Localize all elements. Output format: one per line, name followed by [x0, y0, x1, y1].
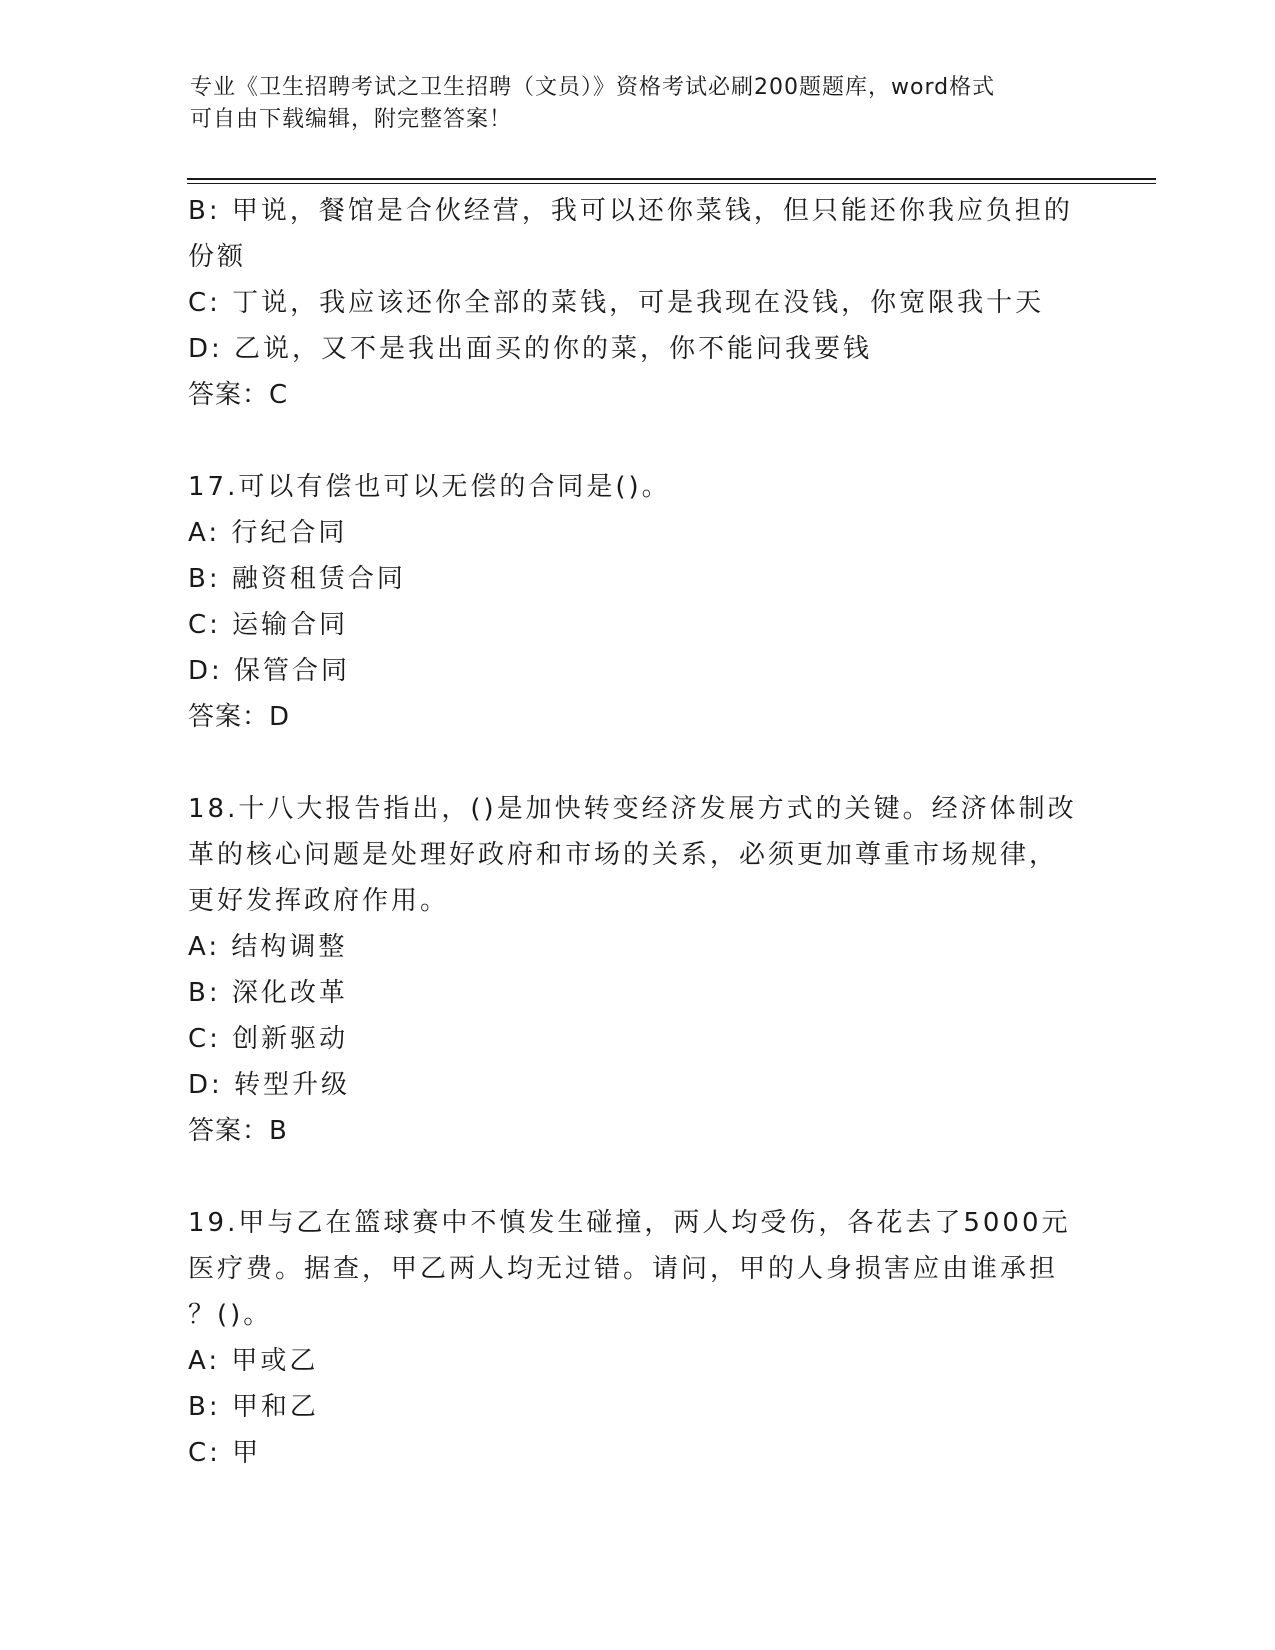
spacer	[188, 740, 1088, 786]
q18-question-line-3: 更好发挥政府作用。	[188, 886, 450, 916]
q19-option-c: C: 甲	[188, 1438, 262, 1468]
spacer	[188, 418, 1088, 464]
header-divider-thin	[187, 183, 1156, 184]
spacer	[188, 1154, 1088, 1200]
q18-answer: 答案：B	[188, 1116, 288, 1146]
question-17	[188, 464, 1088, 740]
question-content	[188, 188, 1088, 1476]
q17-question: 17.可以有偿也可以无偿的合同是()。	[188, 472, 671, 502]
q18-option-d: D: 转型升级	[188, 1070, 351, 1100]
q19-option-b: B: 甲和乙	[188, 1392, 319, 1422]
q16-option-b-line-2: 份额	[188, 242, 247, 272]
q16-option-b-line-1: B: 甲说，餐馆是合伙经营，我可以还你菜钱，但只能还你我应负担的	[188, 196, 1073, 226]
q19-question-line-3: ？()。	[188, 1300, 273, 1330]
q19-option-a: A: 甲或乙	[188, 1346, 319, 1376]
question-18	[188, 786, 1088, 1154]
q18-option-b: B: 深化改革	[188, 978, 348, 1008]
q17-answer: 答案：D	[188, 702, 291, 732]
q19-question-line-1: 19.甲与乙在篮球赛中不慎发生碰撞，两人均受伤，各花去了5000元	[188, 1208, 1071, 1238]
q18-question-line-1: 18.十八大报告指出，()是加快转变经济发展方式的关键。经济体制改	[188, 794, 1077, 824]
document-header	[190, 72, 1090, 136]
header-line-2: 可自由下载编辑，附完整答案！	[190, 107, 513, 132]
header-line-1: 专业《卫生招聘考试之卫生招聘（文员）》资格考试必刷200题题库，word格式	[190, 75, 996, 100]
q16-answer: 答案：C	[188, 380, 289, 410]
question-16	[188, 188, 1088, 418]
q16-option-c: C: 丁说，我应该还你全部的菜钱，可是我现在没钱，你宽限我十天	[188, 288, 1045, 318]
q17-option-c: C: 运输合同	[188, 610, 349, 640]
q19-question-line-2: 医疗费。据查，甲乙两人均无过错。请问，甲的人身损害应由谁承担	[188, 1254, 1059, 1284]
question-19	[188, 1200, 1088, 1476]
q17-option-b: B: 融资租赁合同	[188, 564, 406, 594]
q18-option-a: A: 结构调整	[188, 932, 348, 962]
q16-option-d: D: 乙说，又不是我出面买的你的菜，你不能问我要钱	[188, 334, 873, 364]
header-divider-thick	[187, 178, 1156, 180]
q18-question-line-2: 革的核心问题是处理好政府和市场的关系，必须更加尊重市场规律，	[188, 840, 1059, 870]
q18-option-c: C: 创新驱动	[188, 1024, 349, 1054]
q17-option-a: A: 行纪合同	[188, 518, 348, 548]
q17-option-d: D: 保管合同	[188, 656, 351, 686]
